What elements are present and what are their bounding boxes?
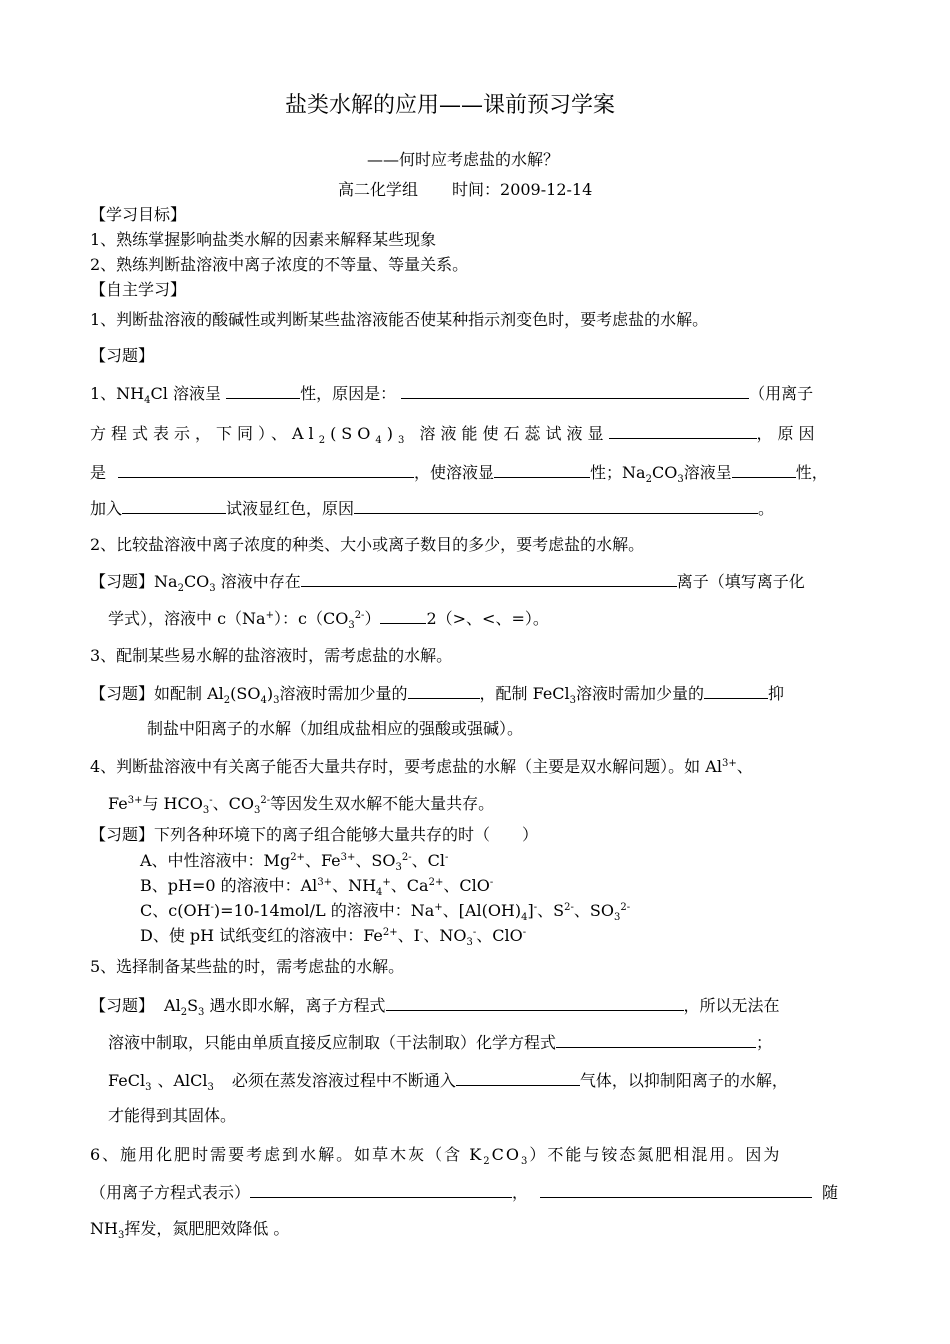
blank-k2co3-ionic-eq[interactable] (250, 1182, 512, 1198)
blank-gas[interactable] (456, 1070, 580, 1086)
q2-line1: 【习题】$Na_2CO_3$ 溶液中存在 离子（填写离子化 (90, 572, 805, 594)
blank-nh4-ionic-eq[interactable] (540, 1182, 812, 1198)
blank-nh4cl-reason[interactable] (401, 383, 749, 399)
blank-al2so43-color[interactable] (609, 423, 757, 439)
blank-al2s3-ionic-eq[interactable] (386, 995, 684, 1011)
point-1: 1、判断盐溶液的酸碱性或判断某些盐溶液能否使某种指示剂变色时，要考虑盐的水解。 (90, 310, 709, 329)
blank-indicator[interactable] (122, 498, 226, 514)
point-6-line2: （用离子方程式表示） ， 随 (90, 1183, 839, 1202)
section-goals: 【学习目标】 (90, 205, 187, 224)
q5-line1: 【习题】 $Al_2S_3$ 遇水即水解，离子方程式 ，所以无法在 (90, 996, 780, 1018)
blank-al2so43-reason[interactable] (118, 462, 414, 478)
q5-line4: 才能得到其固体。 (108, 1106, 237, 1125)
blank-na2co3-nature[interactable] (732, 462, 796, 478)
q2-line2: 学式），溶液中 c（Na+）：$c(CO_3^{2-})$ 2（>、<、=）。 (108, 609, 549, 631)
section-self-study: 【自主学习】 (90, 280, 187, 299)
q4-option-b[interactable]: B、pH=0 的溶液中：$Al^{3+}$、$NH_4^+$、$Ca^{2+}$、ClO- (140, 876, 494, 898)
section-exercise: 【习题】 (90, 346, 155, 365)
q4-stem: 【习题】下列各种环境下的离子组合能够大量共存的时（ ） (90, 825, 539, 844)
q1-line2: 方程式表示，下同）、$Al_2(SO_4)_3$ 溶液能使石蕊试液显 ，原因 (90, 424, 820, 446)
author: 高二化学组 (338, 180, 419, 199)
q1-line4: 加入 试液显红色，原因 。 (90, 499, 775, 518)
q4-option-a[interactable]: A、中性溶液中：$Mg^{2+}$、$Fe^{3+}$、$SO_3^{2-}$、Cl- (140, 851, 449, 873)
point-5: 5、选择制备某些盐的时，需考虑盐的水解。 (90, 957, 405, 976)
blank-al2so43-nature[interactable] (494, 462, 590, 478)
point-6-line1: 6、施用化肥时需要考虑到水解。如草木灰（含 $K_2CO_3$）不能与铵态氮肥相混用。因为 (90, 1145, 782, 1167)
goal-2: 2、熟练判断盐溶液中离子浓度的不等量、等量关系。 (90, 255, 469, 274)
author-line (338, 180, 592, 200)
goal-1: 1、熟练掌握影响盐类水解的因素来解释某些现象 (90, 230, 437, 249)
blank-na2co3-reason[interactable] (354, 498, 758, 514)
q3-line2: 制盐中阳离子的水解（加组成盐相应的强酸或强碱）。 (147, 719, 524, 738)
page-title: 盐类水解的应用——课前预习学案 (285, 93, 616, 118)
point-4-line1: 4、判断盐溶液中有关离子能否大量共存时，要考虑盐的水解（主要是双水解问题）。如 $Al^{3+}$、 (90, 757, 753, 776)
q4-option-c[interactable]: C、c(OH-)=10-14mol/L 的溶液中：Na+、$[Al(OH)_4]^-$、$S^{2-}$、$SO_3^{2-}$ (140, 901, 631, 923)
q5-line2: 溶液中制取，只能由单质直接反应制取（干法制取）化学方程式 ； (108, 1033, 773, 1052)
point-2: 2、比较盐溶液中离子浓度的种类、大小或离子数目的多少，要考虑盐的水解。 (90, 535, 645, 554)
point-3: 3、配制某些易水解的盐溶液时，需考虑盐的水解。 (90, 646, 453, 665)
point-6-line3: $NH_3$挥发，氮肥肥效降低 。 (90, 1219, 290, 1241)
q1-line1: 1、$NH_4Cl$ 溶液呈 性，原因是： （用离子 (90, 384, 814, 406)
blank-fecl3-additive[interactable] (704, 683, 768, 699)
blank-na2co3-ions[interactable] (301, 571, 677, 587)
q5-line3: FeCl$_3$ 、AlCl$_3$ 必须在蒸发溶液过程中不断通入 气体，以抑制阳离子的水解， (108, 1071, 788, 1093)
blank-al2so43-additive[interactable] (408, 683, 480, 699)
q1-line3: 是 ，使溶液显 性；$Na_2CO_3$溶液呈 性， (90, 463, 828, 485)
blank-nh4cl-nature[interactable] (226, 383, 300, 399)
point-4-line2: $Fe^{3+}$与 $HCO_3^-$、$CO_3^{2-}$等因发生双水解不能大量共存。 (108, 794, 495, 816)
date: 时间：2009-12-14 (452, 180, 593, 199)
page-subtitle: ——何时应考虑盐的水解？ (367, 150, 560, 169)
q3-line1: 【习题】如配制 $Al_2(SO_4)_3$溶液时需加少量的 ，配制 FeCl$_3$溶液时需加少量的 抑 (90, 684, 785, 706)
q4-option-d[interactable]: D、使 pH 试纸变红的溶液中：$Fe^{2+}$、I-、$NO_3^-$、ClO- (140, 926, 527, 948)
blank-al2s3-chem-eq[interactable] (556, 1032, 756, 1048)
blank-ratio-compare[interactable] (380, 608, 426, 624)
